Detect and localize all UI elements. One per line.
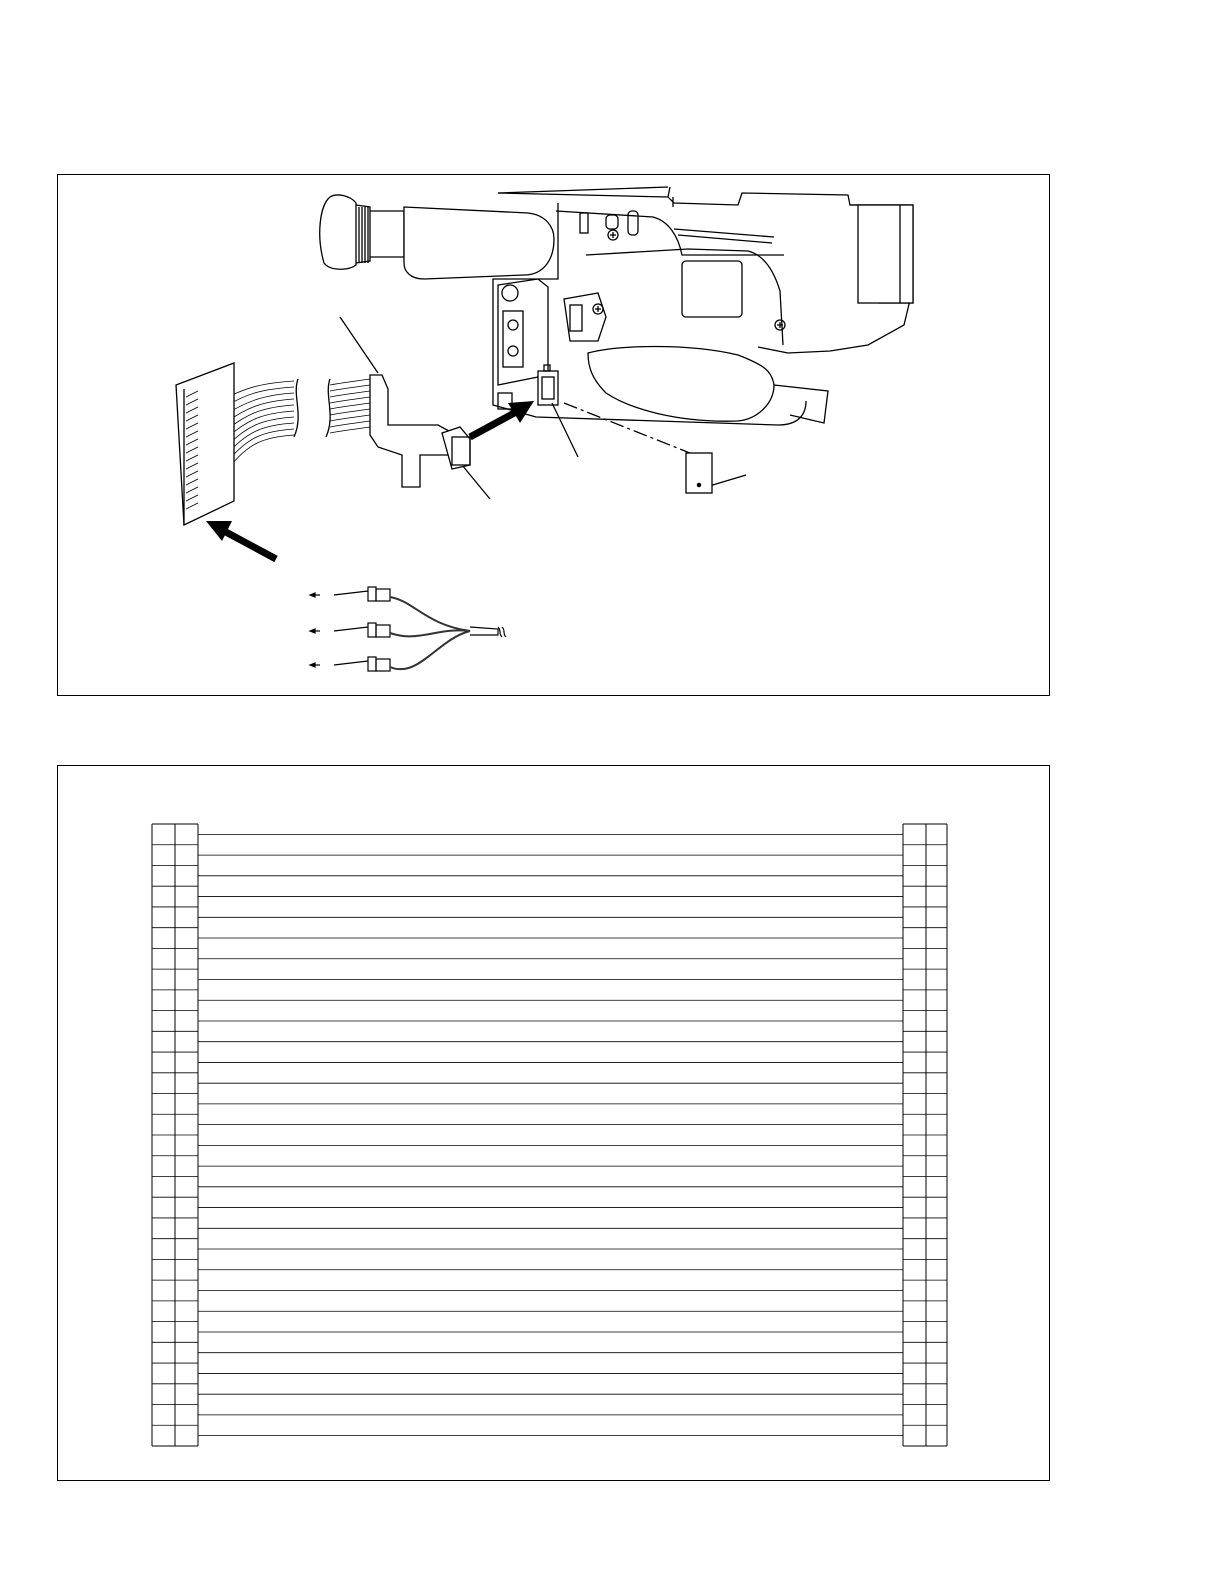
pin-row	[152, 834, 947, 844]
pin-row	[152, 1291, 947, 1301]
pin-row	[152, 1021, 947, 1031]
pin-row	[152, 1208, 947, 1218]
probe-clip-icon	[310, 587, 506, 671]
pin-row	[152, 1062, 947, 1072]
pin-row	[152, 1415, 947, 1425]
connector-jack-icon	[538, 365, 558, 405]
camcorder-icon	[320, 187, 913, 425]
pin-row	[152, 917, 947, 927]
pin-row	[152, 1311, 947, 1321]
pin-row	[152, 1373, 947, 1383]
connector-board-icon	[176, 363, 234, 525]
pin-row	[152, 1104, 947, 1114]
pin-row	[152, 1249, 947, 1259]
connection-diagram	[58, 175, 1051, 697]
pin-row	[152, 980, 947, 990]
pin-row	[152, 1000, 947, 1010]
pin-row	[152, 938, 947, 948]
connection-diagram-panel	[57, 174, 1050, 696]
pin-assignment-table	[58, 766, 1051, 1482]
ribbon-cable-icon	[228, 375, 460, 487]
pin-row	[152, 1145, 947, 1155]
pin-row	[152, 1394, 947, 1404]
jack-cover-icon	[686, 453, 712, 493]
pin-row	[152, 1332, 947, 1342]
pin-row	[152, 1187, 947, 1197]
pin-row	[152, 1270, 947, 1280]
pin-row	[152, 959, 947, 969]
insert-arrow	[470, 401, 534, 437]
pin-row	[152, 1042, 947, 1052]
pin-row	[152, 1083, 947, 1093]
pin-row	[152, 855, 947, 865]
pin-row	[152, 897, 947, 907]
attach-arrow	[206, 521, 276, 559]
pin-table-panel	[57, 765, 1050, 1481]
pin-row	[152, 1436, 947, 1446]
connector-plug-icon	[442, 427, 470, 469]
pin-row	[152, 1166, 947, 1176]
pin-row	[152, 1353, 947, 1363]
pin-row	[152, 876, 947, 886]
pin-row	[152, 1228, 947, 1238]
pin-row	[152, 1125, 947, 1135]
